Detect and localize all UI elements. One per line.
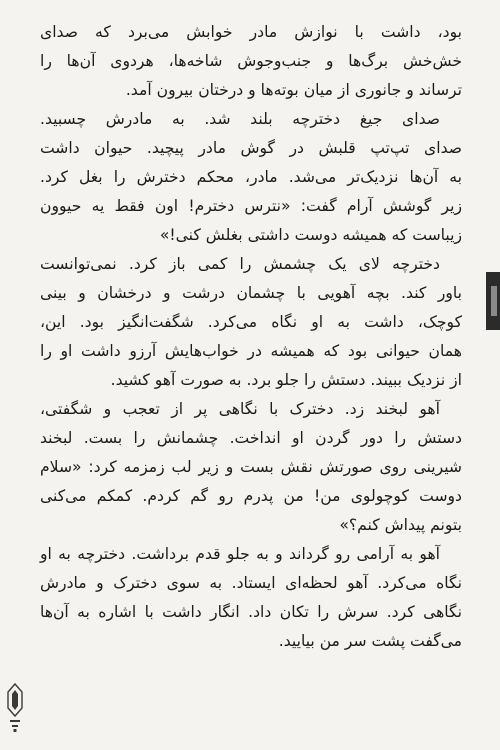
text-line: صدای تپ‌تپ قلبش در گوش مادر پیچید. حیوان داشت bbox=[40, 139, 462, 157]
text-line: دوست کوچولوی من! من پدرم رو گم کردم. کمکم می‌کنی bbox=[40, 487, 462, 505]
text-line: بتونم پیداش کنم؟» bbox=[339, 516, 462, 534]
text-line: خش‌خش برگ‌ها و جنب‌وجوش شاخه‌ها، هردوی آن‌ها را bbox=[40, 52, 462, 70]
text-line: شیرینی روی صورتش نقش بست و زیر لب زمزمه کرد: «سلام bbox=[40, 458, 462, 476]
text-line: دستش را دور گردن او انداخت. چشمانش را بست. لبخند bbox=[40, 429, 462, 447]
text-line: می‌گفت پشت سر من بیایید. bbox=[278, 632, 462, 650]
page-edge-mark bbox=[486, 272, 500, 330]
text-line: کوچک، داشت به او نگاه می‌کرد. شگفت‌انگیز بود. این، bbox=[40, 313, 462, 331]
text-line: آهو لبخند زد. دخترک با نگاهی پر از تعجب و شگفتی، bbox=[40, 400, 440, 418]
publisher-logo-icon bbox=[4, 682, 26, 734]
text-line: زیباست که همیشه دوست داشتی بغلش کنی!» bbox=[159, 226, 462, 244]
text-line: ترساند و جانوری از میان بوته‌ها و درختان بیرون آمد. bbox=[125, 81, 462, 99]
text-line: آهو به آرامی رو گرداند و به جلو قدم برداشت. دخترچه به او bbox=[40, 545, 440, 563]
text-line: همان حیوانی بود که همیشه در خواب‌هایش آرزو داشت او را bbox=[40, 342, 462, 360]
text-line: زیر گوشش آرام گفت: «نترس دخترم! اون فقط یه حیوون bbox=[40, 197, 462, 215]
text-line: از نزدیک ببیند. دستش را جلو برد. به صورت آهو کشید. bbox=[110, 371, 462, 389]
text-line: نگاه می‌کرد. آهو لحظه‌ای ایستاد. به سوی دخترک و مادرش bbox=[40, 574, 462, 592]
body-text bbox=[40, 18, 462, 656]
text-line: نگاهی کرد. سرش را تکان داد. انگار داشت با اشاره به آن‌ها bbox=[40, 603, 462, 621]
text-line: دخترچه لای یک چشمش را کمی باز کرد. نمی‌توانست bbox=[40, 255, 440, 273]
text-line: به آن‌ها نزدیک‌تر می‌شد. مادر، محکم دخترش را بغل کرد. bbox=[40, 168, 462, 186]
text-line: باور کند. بچه آهویی با چشمان درشت و درخشان و بینی bbox=[40, 284, 462, 302]
text-line: بود، داشت با نوازش مادر خوابش می‌برد که صدای bbox=[40, 23, 462, 41]
text-line: صدای جیغ دخترچه بلند شد. به مادرش چسبید. bbox=[40, 110, 440, 128]
